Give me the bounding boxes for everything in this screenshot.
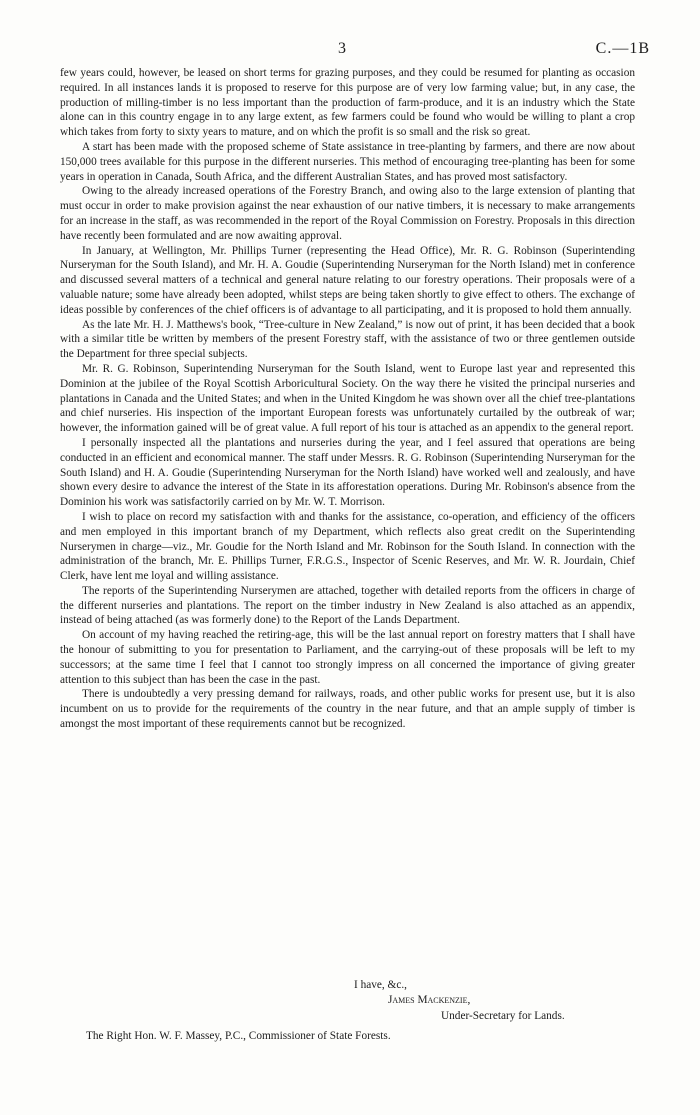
- document-reference: C.—1B: [595, 40, 650, 57]
- addressee-line: The Right Hon. W. F. Massey, P.C., Commissioner of State Forests.: [86, 1030, 391, 1042]
- paragraph-3: Owing to the already increased operations of the Forestry Branch, and owing also to the large extension of planting that must occur in order to make provision against the near exhaustion of our native timbers, it is necessary to make arrangements for an increase in the staff, as was recommended in the report of the Royal Commission on Forestry. Proposals in this direction have recently been formulated and are now awaiting approval.: [60, 185, 635, 242]
- signatory-title: Under-Secretary for Lands.: [441, 1010, 565, 1022]
- paragraph-10: On account of my having reached the retiring-age, this will be the last annual report on forestry matters that I shall have the honour of submitting to you for presentation to Parliament, and the carrying-out of these proposals will be left to my successors; at the same time I feel that I cannot too strongly impress on all concerned the importance of giving greater attention to this subject than has been the case in the past.: [60, 629, 635, 686]
- paragraph-5: As the late Mr. H. J. Matthews's book, “Tree-culture in New Zealand,” is now out of print, it has been decided that a book with a similar title be written by members of the present Forestry staff, with the assistance of two or three gentlemen outside the Department for three special subjects.: [60, 318, 635, 361]
- signatory-name: James Mackenzie,: [388, 994, 471, 1006]
- paragraph-7: I personally inspected all the plantations and nurseries during the year, and I feel assured that operations are being conducted in an efficient and economical manner. The staff under Messrs. R. G. Robinson (Superintending Nurseryman for the South Island) and H. A. Goudie (Superintending Nurseryman for the North Island) have worked well and zealously, and have shown every desire to advance the interest of the State in its afforestation operations. During Mr. Robinson's absence from the Dominion his work was satisfactorily carried on by Mr. W. T. Morrison.: [60, 436, 635, 509]
- page-header: [0, 40, 700, 62]
- paragraph-6: Mr. R. G. Robinson, Superintending Nurseryman for the South Island, went to Europe last year and represented this Dominion at the jubilee of the Royal Scottish Arboricultural Society. On the way there he visited the principal nurseries and plantations in Canada and the United States; and when in the United Kingdom he was shown over all the chief tree-plantations and chief nurseries. His inspection of the important European forests was unfortunately curtailed by the outbreak of war; however, the information gained will be of great value. A full report of his tour is attached as an appendix to the general report.: [60, 362, 635, 435]
- paragraph-8: I wish to place on record my satisfaction with and thanks for the assistance, co-operation, and efficiency of the officers and men employed in this important branch of my Department, which reflects also great credit on the Superintending Nurserymen in charge—viz., Mr. Goudie for the North Island and Mr. Robinson for the South Island. In connection with the administration of the branch, Mr. E. Phillips Turner, F.R.G.S., Inspector of Scenic Reserves, and Mr. W. R. Jourdain, Chief Clerk, have lent me loyal and willing assistance.: [60, 510, 635, 583]
- paragraph-4: In January, at Wellington, Mr. Phillips Turner (representing the Head Office), Mr. R. G. Robinson (Superintending Nurseryman for the South Island), and Mr. H. A. Goudie (Superintending Nurseryman for the North Island) met in conference and discussed several matters of a technical and general nature relating to our forestry operations. Their proposals were of a valuable nature; some have already been adopted, whilst steps are being taken shortly to give effect to others. The exchange of ideas possible by conferences of the chief officers is of advantage to all participating, and it is proposed to hold them annually.: [60, 244, 635, 316]
- paragraph-1: few years could, however, be leased on short terms for grazing purposes, and they could be resumed for planting as occasion required. In all instances lands it is proposed to reserve for this purpose are of very low farming value; but, in any case, the production of milling-timber is no less important than the production of farm-produce, and it is an industry which the State alone can in this country engage in to any large extent, as few farmers could be found who would be willing to plant a crop which takes from forty to sixty years to mature, and on which the profit is so small and the risk so great.: [60, 67, 635, 139]
- paragraph-9: The reports of the Superintending Nurserymen are attached, together with detailed reports from the officers in charge of the different nurseries and plantations. The report on the timber industry in New Zealand is also attached as an appendix, instead of being attached (as was formerly done) to the Report of the Lands Department.: [60, 584, 635, 627]
- page-number: 3: [338, 40, 346, 57]
- paragraph-2: A start has been made with the proposed scheme of State assistance in tree-planting by farmers, and there are now about 150,000 trees available for this purpose in the different nurseries. This method of encouraging tree-planting has been for some years in operation in Canada, South Africa, and the different Australian States, and has proved most satisfactory.: [60, 140, 635, 183]
- closing-salutation: I have, &c.,: [354, 979, 408, 991]
- paragraph-11: There is undoubtedly a very pressing demand for railways, roads, and other public works for present use, but it is also incumbent on us to provide for the requirements of the country in the near future, and that an ample supply of timber is amongst the most important of these requirements cannot but be recognized.: [60, 688, 635, 731]
- report-body: [60, 66, 635, 732]
